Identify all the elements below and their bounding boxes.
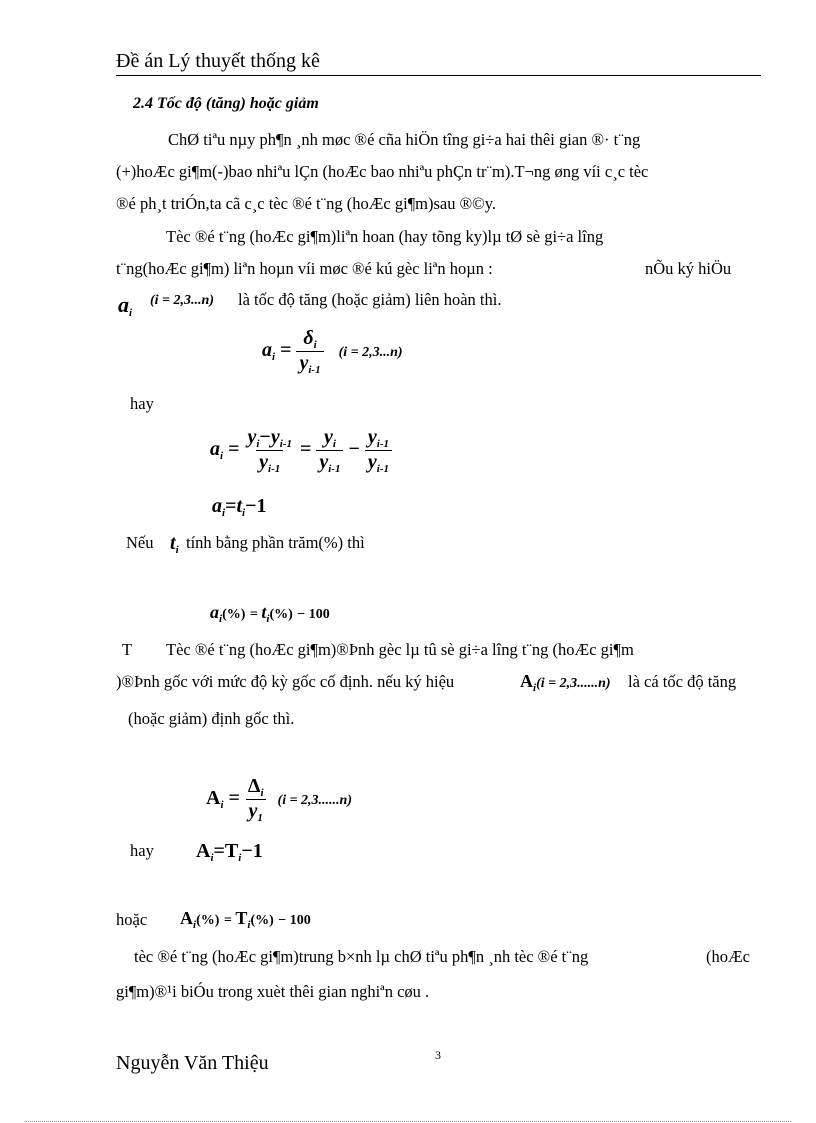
para2-line2b: nÕu ký hiÖu	[645, 259, 732, 278]
equation-ai-ti: $a_i=t_i-1$	[212, 495, 267, 519]
para2-line2a: t¨ng(hoÆc gi¶m) liªn hoµn víi møc ®é kú gèc liªn hoµn :	[116, 259, 493, 278]
equation-ai-ratio: $a_i$ = $\frac{y_i-y_{i-1}}{y_{i-1}}$ = $\frac{y_i}{y_{i-1}}$ − $\frac{y_{i-1}}{y_{i-1}}$	[210, 426, 392, 475]
para1-line2: (+)hoÆc gi¶m(-)bao nhiªu lÇn (hoÆc bao nhiªu phÇn tr¨m).T¬ng øng víi c¸c tèc	[116, 162, 649, 181]
para4-line2: gi¶m)®¹i biÓu trong xuèt thêi gian nghiªn cøu .	[116, 982, 430, 1001]
para3-line3: (hoặc giảm) định gốc thì.	[128, 709, 295, 728]
equation-ai-percent: $a_i(\%) = t_i(\%) - 100$	[210, 602, 330, 625]
neu-label: Nếu	[126, 533, 154, 552]
equation-Ai-Delta: $A_i$ = $\frac{\Delta_i}{y_1}$ (i = 2,3......n)	[206, 775, 353, 824]
equation-Ai-Ti: $A_i=T_i-1$	[196, 840, 263, 864]
hay-label-1: hay	[130, 394, 154, 413]
para3-line2a: )®Þnh gốc với mức độ kỳ gốc cố định. nếu ký hiệu	[116, 672, 455, 691]
section-heading: 2.4 Tốc độ (tăng) hoặc giảm	[133, 95, 319, 112]
formula-a-i-symbol: $a_i$	[118, 292, 133, 319]
Ai-symbol-inline: $A_i(i = 2,3......n)$	[520, 671, 611, 694]
para2-line3: là tốc độ tăng (hoặc giảm) liên hoàn thì.	[238, 290, 502, 309]
footer-author: Nguyễn Văn Thiệu	[116, 1052, 269, 1074]
equation-Ai-percent: $A_i(\%) = T_i(\%) - 100$	[180, 908, 311, 931]
para1-line3: ®é ph¸t triÓn,ta cã c¸c tèc ®é t¨ng (hoÆc gi¶m)sau ®©y.	[116, 194, 497, 213]
para4-line1b: (hoÆc	[706, 947, 750, 966]
ti-symbol: $t_i$	[170, 532, 179, 556]
page-number: 3	[435, 1048, 441, 1062]
para1-line1: ChØ tiªu nµy ph¶n ¸nh møc ®é cña hiÖn tîng gi÷a hai thêi gian ®· t¨ng	[168, 130, 641, 149]
para2-line1: Tèc ®é t¨ng (hoÆc gi¶m)liªn hoan (hay tõng ky)lµ tØ sè gi÷a lîng	[166, 227, 604, 246]
para4-line1: tèc ®é t¨ng (hoÆc gi¶m)trung b×nh lµ chØ tiªu ph¶n ¸nh tèc ®é t¨ng	[134, 947, 589, 966]
equation-ai-delta: $a_i$ = $\frac{\delta_i}{y_{i-1}}$ (i = 2,3...n)	[262, 327, 403, 376]
hay-label-2: hay	[130, 841, 154, 860]
para3-line1: Tèc ®é t¨ng (hoÆc gi¶m)®Þnh gèc lµ tû sè gi÷a lîng t¨ng (hoÆc gi¶m	[166, 640, 634, 659]
formula-range-1: (i = 2,3...n)	[150, 293, 214, 308]
neu-text: tính bằng phần trăm(%) thì	[186, 533, 365, 552]
hoac-label: hoặc	[116, 910, 148, 929]
footer-dotted-rule	[25, 1121, 791, 1122]
header-rule	[116, 75, 761, 76]
para3-line2b: là cá tốc độ tăng	[628, 672, 737, 691]
para3-T-letter: T	[122, 640, 133, 659]
document-header-title: Đề án Lý thuyết thống kê	[116, 50, 320, 72]
